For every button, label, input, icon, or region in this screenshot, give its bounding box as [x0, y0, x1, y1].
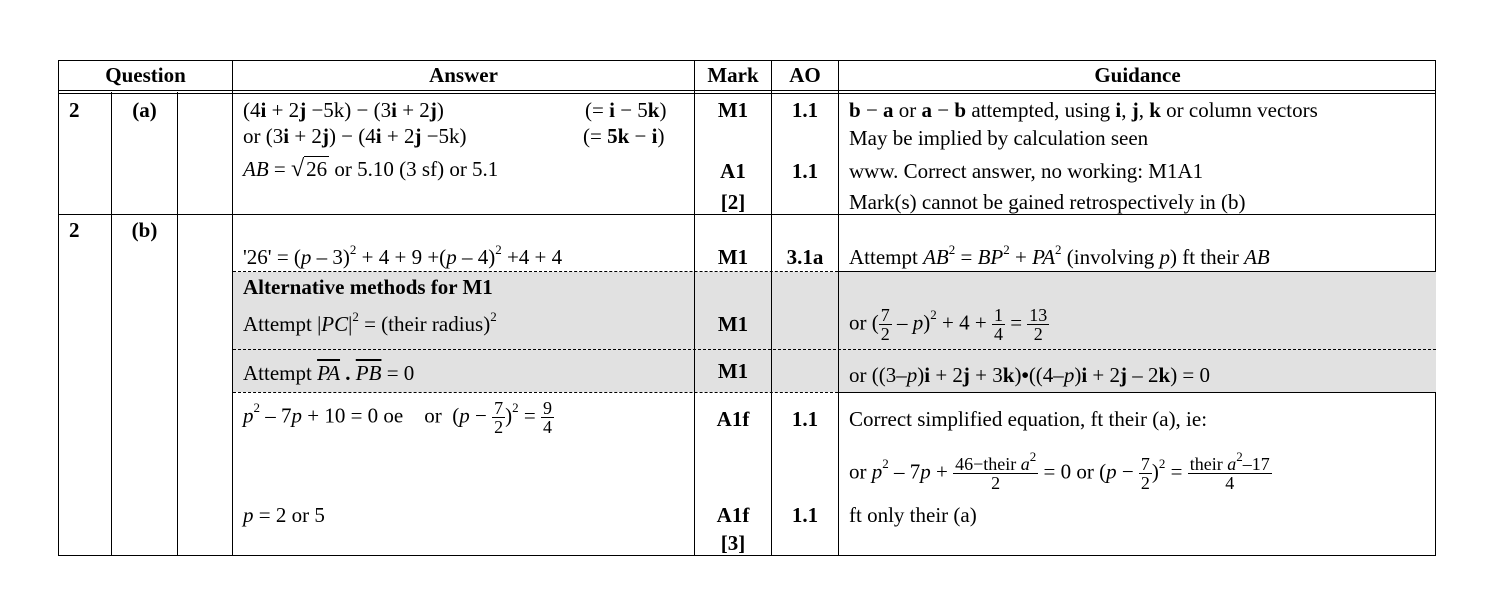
guidance-line: May be implied by calculation seen — [849, 126, 1149, 150]
guidance-line: b − a or a − b attempted, using i, j, k or column vectors — [849, 98, 1318, 122]
answer-result: (= 5k − i) — [583, 124, 665, 148]
ao-cell: 1.1 — [791, 503, 819, 527]
fraction: $\frac{46-their a^2}{2}$ — [955, 449, 1037, 493]
fraction: $\frac{9}{4}$ — [542, 398, 552, 437]
fraction: $\frac{13}{2}$ — [1029, 305, 1048, 344]
fraction: $\frac{7}{2}$ — [1140, 454, 1150, 493]
mark-cell: M1 — [717, 359, 749, 383]
dashed-divider — [233, 271, 838, 272]
square-root: √26 — [291, 156, 328, 182]
alternative-method: Attempt $|PC|^2$ = (their radius)$^2$ — [243, 309, 497, 336]
answer-line: $p^2 - 7p + 10 = 0$ oe or (p − $\frac{7}{2}$ )$^2$ = $\frac{9}{4}$ — [243, 398, 552, 437]
fraction: $\frac{7}{2}$ — [880, 305, 890, 344]
fraction: $\frac{7}{2}$ — [494, 398, 504, 437]
guidance-line: or ( $\frac{7}{2}$ – p)$^2$ + 4 + $\frac{1}{4}$ = $\frac{13}{2}$ — [849, 305, 1048, 344]
answer-result: (= i − 5k) — [585, 98, 667, 122]
row-divider — [839, 271, 1436, 272]
mark-cell: A1f — [716, 503, 750, 527]
guidance-line: Mark(s) cannot be gained retrospectively in (b) — [849, 190, 1246, 214]
mark-cell: A1f — [716, 407, 750, 431]
answer-line: AB = √26 or 5.10 (3 sf) or 5.1 — [243, 156, 499, 182]
header-question: Question — [105, 63, 186, 87]
col-divider — [177, 92, 178, 556]
header-guidance: Guidance — [1094, 63, 1181, 87]
dashed-divider — [233, 349, 1436, 350]
mark-cell: M1 — [717, 98, 749, 122]
col-divider — [771, 61, 772, 556]
fraction: $\frac{their a^2-17}{4}$ — [1189, 449, 1270, 493]
dashed-divider — [233, 392, 838, 393]
answer-line: or (3i + 2j) − (4i + 2j −5k) — [243, 124, 467, 148]
ao-cell: 1.1 — [791, 159, 819, 183]
ao-cell: 3.1a — [786, 245, 824, 269]
header-rule — [59, 90, 1436, 91]
guidance-line: www. Correct answer, no working: M1A1 — [849, 159, 1204, 183]
col-divider — [232, 61, 233, 556]
header-mark: Mark — [707, 63, 759, 87]
guidance-line: Correct simplified equation, ft their (a), ie: — [849, 407, 1208, 431]
mark-cell: M1 — [717, 245, 749, 269]
col-divider — [111, 92, 112, 556]
mark-scheme-table — [58, 60, 1436, 556]
guidance-line: ft only their (a) — [849, 503, 977, 527]
mark-total: [3] — [720, 531, 746, 555]
guidance-line: or ((3–p)i + 2j + 3k)•((4–p)i + 2j – 2k) = 0 — [849, 363, 1211, 387]
question-part: (a) — [132, 98, 157, 122]
ao-cell: 1.1 — [791, 407, 819, 431]
header-ao: AO — [789, 63, 821, 87]
answer-line: p = 2 or 5 — [243, 503, 325, 527]
header-rule — [59, 93, 1436, 94]
mark-cell: A1 — [720, 159, 746, 183]
question-part: (b) — [131, 218, 158, 242]
alternative-methods-title: Alternative methods for M1 — [243, 275, 493, 299]
answer-line: (4i + 2j −5k) − (3i + 2j) — [243, 98, 444, 122]
alternative-method: Attempt $\overline{PA}$ . $\overline{PB} = 0$ — [243, 361, 415, 385]
guidance-line: Attempt $AB^2 = BP^2 + PA^2$ (involving p) ft their AB — [849, 242, 1270, 269]
row-divider — [839, 392, 1436, 393]
col-divider — [694, 61, 695, 556]
col-divider — [838, 61, 839, 556]
question-number: 2 — [69, 218, 80, 242]
question-number: 2 — [69, 98, 80, 122]
mark-cell: M1 — [717, 312, 749, 336]
mark-total: [2] — [720, 190, 746, 214]
row-divider — [59, 214, 1436, 215]
header-answer: Answer — [429, 63, 498, 87]
guidance-line: or $p^2 - 7p$ + $\frac{46-their a^2}{2}$ = 0 or (p − $\frac{7}{2}$ )$^2$ = $\frac{their a^2-17}{4}$ — [849, 449, 1270, 493]
answer-line: '26' = (p – 3)$^2$ + 4 + 9 +(p – 4)$^2$ +4 + 4 — [243, 242, 563, 269]
ao-cell: 1.1 — [791, 98, 819, 122]
fraction: $\frac{1}{4}$ — [993, 305, 1003, 344]
